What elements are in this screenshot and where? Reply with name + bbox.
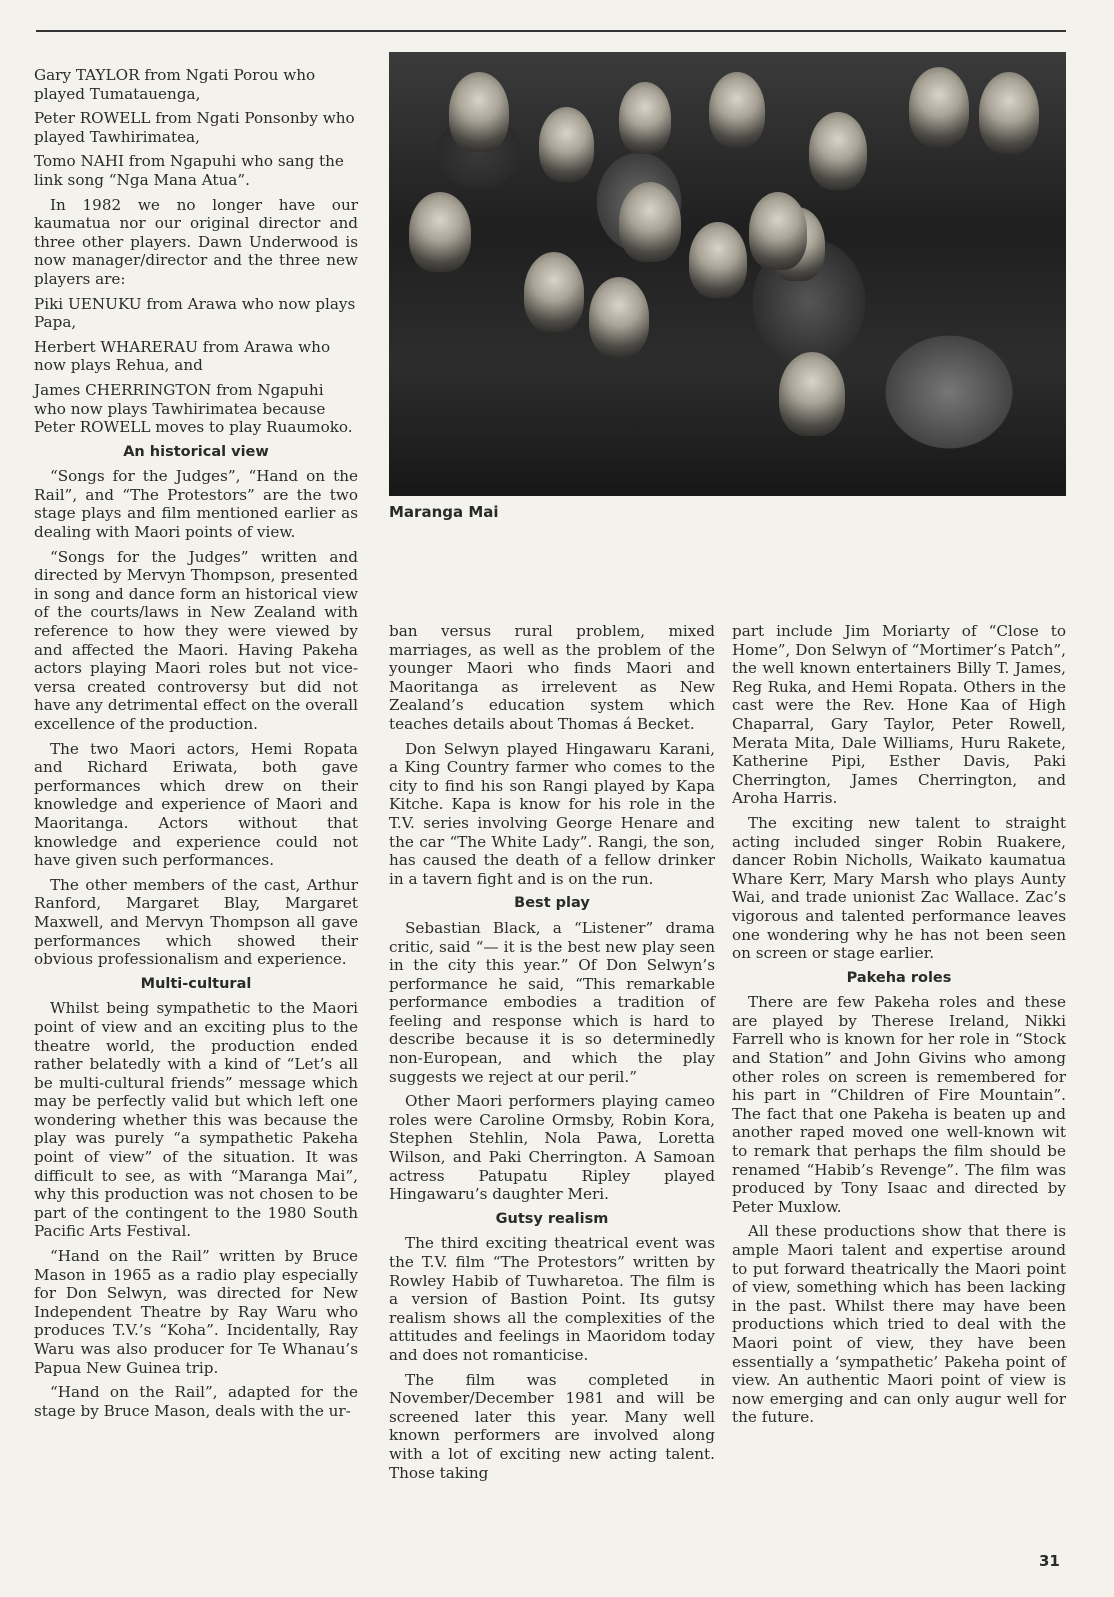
paragraph: Don Selwyn played Hingawaru Karani, a King Country farmer who comes to the city to find his son Rangi played by Kapa Kitche. Kapa is know for his role in the T.V. series involving George Henare and the car “The White Lady”. Rangi, the son, has caused the death of a fellow drinker in a tavern fight and is on the run. [389, 739, 715, 888]
heading-best-play: Best play [514, 895, 590, 912]
new-player-line: James CHERRINGTON from Ngapuhi who now plays Tawhirimatea because Peter ROWELL moves to play Ruaumoko. [34, 380, 353, 437]
photo-figure [979, 72, 1039, 154]
photo-figure [619, 182, 681, 262]
cast-line: Tomo NAHI from Ngapuhi who sang the link song “Nga Mana Atua”. [34, 152, 344, 189]
paragraph: All these productions show that there is ample Maori talent and expertise around to put forward theatrically the Maori point of view, something which has been lacking in the past. Whilst there may have been productions which tried to deal with the Maori point of view, they have been essentially a ‘sympathetic’ Pakeha point of view. An authentic Maori point of view is now emerging and can only augur well for the future. [732, 1222, 1066, 1427]
photo-caption: Maranga Mai [389, 503, 499, 521]
heading-multi-cultural: Multi-cultural [140, 975, 252, 992]
paragraph: The other members of the cast, Arthur Ranford, Margaret Blay, Margaret Maxwell, and Mervyn Thompson all gave performances which showed their obvious professionalism and experience. [34, 875, 358, 969]
paragraph-1982: In 1982 we no longer have our kaumatua nor our original director and three other players. Dawn Underwood is now manager/director and the three new players are: [34, 195, 358, 288]
paragraph: Whilst being sympathetic to the Maori point of view and an exciting plus to the theatre world, the production ended rather belatedly with a kind of “Let’s all be multi-cultural friends” message which may be perfectly valid but which left one wondering whether this was because the play was purely “a sympathetic Pakeha point of view” of the situation. It was difficult to see, as with “Maranga Mai”, why this production was not chosen to be part of the contingent to the 1980 South Pacific Arts Festival. [34, 999, 358, 1241]
heading-pakeha-roles: Pakeha roles [846, 969, 952, 986]
paragraph: “Songs for the Judges” written and directed by Mervyn Thompson, presented in song and dance form an historical view of the courts/laws in New Zealand with reference to how they were viewed by and affected the Maori. Having Pakeha actors playing Maori roles but not vice-versa created controversy but did not have any detrimental effect on the overall excellence of the production. [34, 547, 358, 733]
paragraph: “Hand on the Rail” written by Bruce Mason in 1965 as a radio play especially for Don Selwyn, was directed for New Independent Theatre by Ray Waru who produces T.V.’s “Koha”. Incidentally, Ray Waru was also producer for Te Whanau’s Papua New Guinea trip. [34, 1247, 358, 1377]
paragraph: Sebastian Black, a “Listener” drama critic, said “— it is the best new play seen in the city this year.” Of Don Selwyn’s performance he said, “This remarkable performance embodies a tradition of feeling and response which is hard to describe because it is so determinedly non-European, and which the play suggests we reject at our peril.” [389, 918, 715, 1086]
paragraph: Other Maori performers playing cameo roles were Caroline Ormsby, Robin Kora, Stephen Stehlin, Nola Pawa, Loretta Wilson, and Paki Cherrington. A Samoan actress Patupatu Ripley played Hingawaru’s daughter Meri. [389, 1092, 715, 1204]
photo-figure [449, 72, 509, 152]
photo-figure [689, 222, 747, 298]
paragraph: “Hand on the Rail”, adapted for the stage by Bruce Mason, deals with the ur- [34, 1383, 358, 1420]
paragraph: ban versus rural problem, mixed marriages, as well as the problem of the younger Maori who finds Maori and Maoritanga as irrelevent as New Zealand’s education system which teaches details about Thomas á Becket. [389, 622, 715, 733]
top-rule [36, 30, 1066, 32]
cast-line: Peter ROWELL from Ngati Ponsonby who played Tawhirimatea, [34, 109, 355, 146]
column-middle [389, 622, 715, 1488]
new-player-line: Herbert WHARERAU from Arawa who now plays Rehua, and [34, 337, 331, 375]
photo-figure [909, 67, 969, 147]
paragraph: “Songs for the Judges”, “Hand on the Rail”, and “The Protestors” are the two stage plays and film mentioned earlier as dealing with Maori points of view. [34, 467, 358, 542]
photo-figure [409, 192, 471, 272]
heading-gutsy-realism: Gutsy realism [495, 1210, 609, 1227]
photo-figure [749, 192, 807, 270]
photo-figure [709, 72, 765, 148]
heading-historical-view: An historical view [123, 443, 269, 460]
paragraph: There are few Pakeha roles and these are played by Therese Ireland, Nikki Farrell who is known for her role in “Stock and Station” and John Givins who among other roles on screen is remembered for his part in “Children of Fire Mountain”. The fact that one Pakeha is beaten up and another raped moved one well-known wit to remark that perhaps the film should be renamed “Habib’s Revenge”. The film was produced by Tony Isaac and directed by Peter Muxlow. [732, 993, 1066, 1216]
new-player-line: Piki UENUKU from Arawa who now plays Papa, [34, 294, 356, 332]
column-right [732, 622, 1066, 1433]
column-left [34, 66, 358, 1426]
group-photo [389, 52, 1066, 496]
photo-figure [809, 112, 867, 190]
paragraph: The exciting new talent to straight acting included singer Robin Ruakere, dancer Robin Nicholls, Waikato kaumatua Whare Kerr, Mary Marsh who plays Aunty Wai, and trade unionist Zac Wallace. Zac’s vigorous and talented performance leaves one wondering why he has not been seen on screen or stage earlier. [732, 813, 1066, 963]
photo-figure [589, 277, 649, 357]
photo-figure [539, 107, 594, 182]
paragraph: The third exciting theatrical event was the T.V. film “The Protestors” written by Rowley Habib of Tuwharetoa. The film is a version of Bastion Point. Its gutsy realism shows all the complexities of the attitudes and feelings in Maoridom today and does not romanticise. [389, 1234, 715, 1364]
paragraph: part include Jim Moriarty of “Close to Home”, Don Selwyn of “Mortimer’s Patch”, the well known entertainers Billy T. James, Reg Ruka, and Hemi Ropata. Others in the cast were the Rev. Hone Kaa of High Chaparral, Gary Taylor, Peter Rowell, Merata Mita, Dale Williams, Huru Rakete, Katherine Pipi, Esther Davis, Paki Cherrington, James Cherrington, and Aroha Harris. [732, 622, 1066, 808]
photo-figure [524, 252, 584, 332]
paragraph: The film was completed in November/December 1981 and will be screened later this year. Many well known performers are involved along with a lot of exciting new acting talent. Those taking [389, 1370, 715, 1482]
page-number: 31 [1039, 1552, 1060, 1570]
cast-line: Gary TAYLOR from Ngati Porou who played Tumatauenga, [34, 66, 316, 103]
photo-figure [619, 82, 671, 154]
paragraph: The two Maori actors, Hemi Ropata and Richard Eriwata, both gave performances which drew on their knowledge and experience of Maori and Maoritanga. Actors without that knowledge and experience could not have given such performances. [34, 739, 358, 870]
photo-figure [779, 352, 845, 436]
